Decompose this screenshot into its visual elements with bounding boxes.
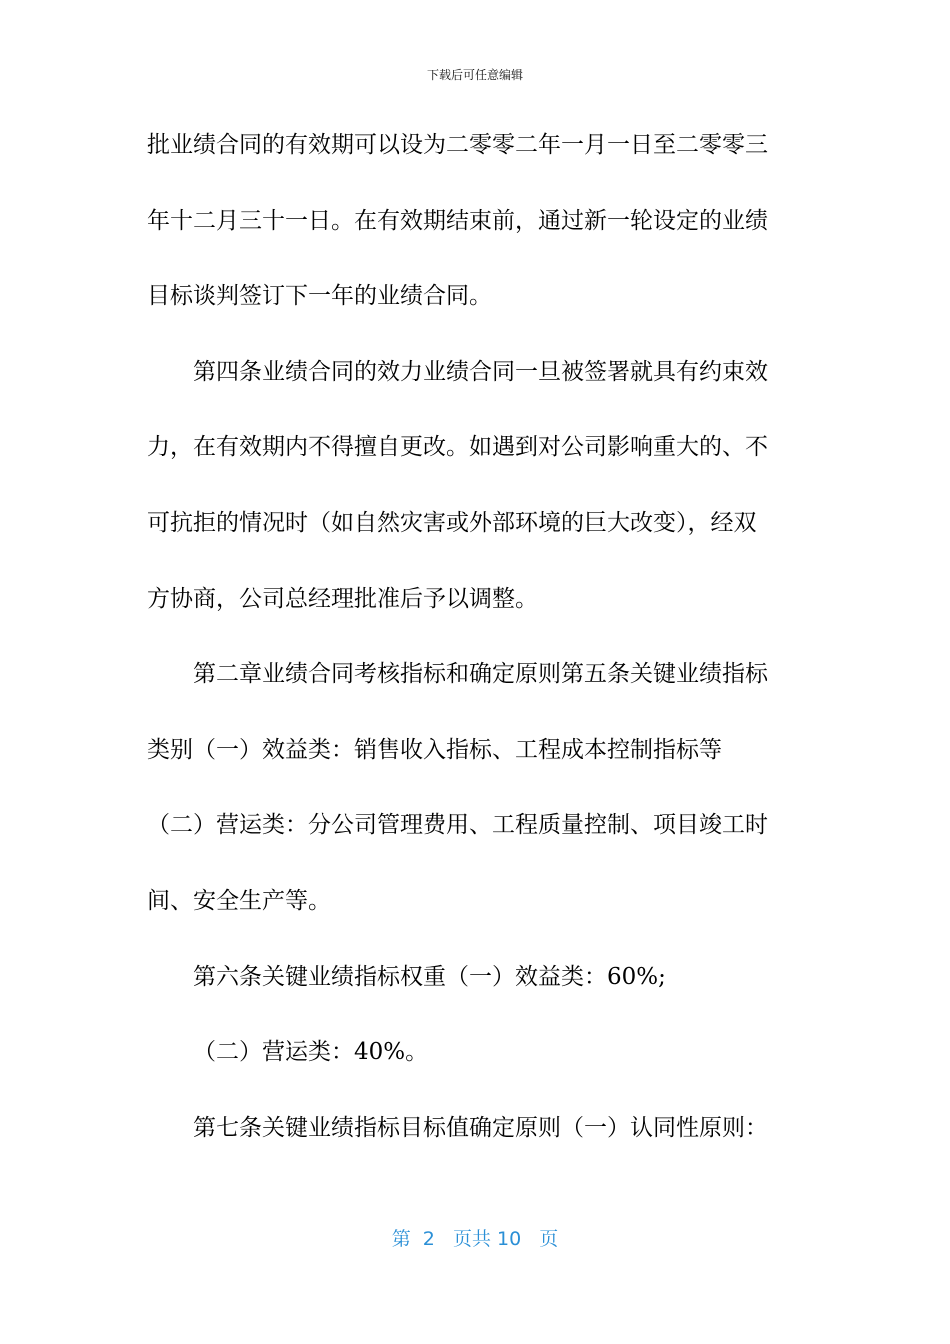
text-line: （二）营运类：分公司管理费用、工程质量控制、项目竣工时: [147, 812, 768, 839]
text-line: 第二章业绩合同考核指标和确定原则第五条关键业绩指标: [193, 661, 768, 688]
page-header: 下载后可任意编辑: [426, 68, 523, 82]
page-number-footer: 第 2 页共 10 页: [391, 1228, 559, 1250]
text-line: 批业绩合同的有效期可以设为二零零二年一月一日至二零零三: [147, 132, 768, 158]
text-line: 目标谈判签订下一年的业绩合同。: [147, 283, 492, 310]
text-line: 第四条业绩合同的效力业绩合同一旦被签署就具有约束效: [193, 358, 768, 385]
text-line: 间、安全生产等。: [147, 887, 331, 914]
text-line: 力，在有效期内不得擅自更改。如遇到对公司影响重大的、不: [147, 434, 768, 461]
text-line: 年十二月三十一日。在有效期结束前，通过新一轮设定的业绩: [147, 207, 768, 234]
text-line: 方协商，公司总经理批准后予以调整。: [147, 585, 538, 612]
document-body: [147, 126, 797, 1184]
text-line: 第七条关键业绩指标目标值确定原则（一）认同性原则：: [193, 1114, 768, 1141]
text-line: 可抗拒的情况时（如自然灾害或外部环境的巨大改变），经双: [147, 509, 757, 536]
text-line: 类别（一）效益类：销售收入指标、工程成本控制指标等: [147, 736, 722, 763]
text-line: 第六条关键业绩指标权重（一）效益类：60%;: [193, 963, 666, 990]
text-line: （二）营运类：40%。: [193, 1039, 429, 1066]
